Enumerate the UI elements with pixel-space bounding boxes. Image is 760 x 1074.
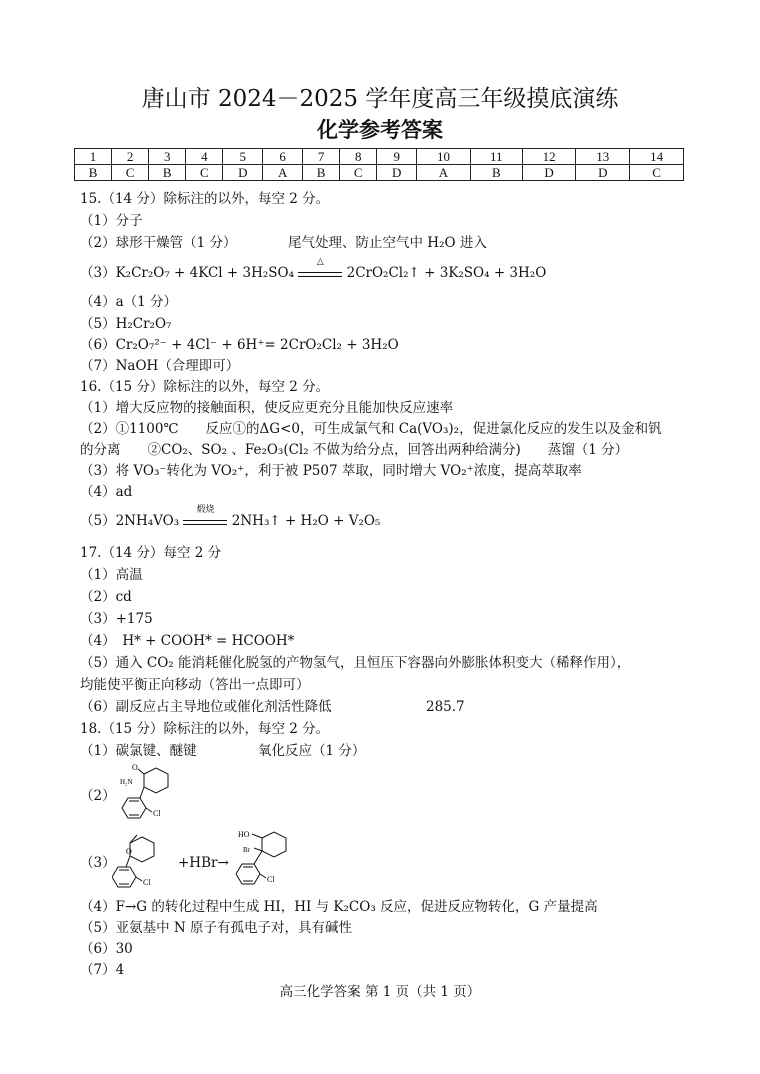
q17-answer-2: （2）cd — [80, 589, 132, 605]
q18-answer-4: （4）F→G 的转化过程中生成 HI，HI 与 K₂CO₃ 反应，促进反应物转化，G 产量提高 — [80, 899, 598, 915]
question-number-cell: 8 — [340, 149, 377, 165]
page-footer: 高三化学答案 第 1 页（共 1 页） — [279, 984, 481, 1000]
answer-letter-cell: D — [377, 165, 417, 181]
question-number-cell: 9 — [377, 149, 417, 165]
hydroxyl-label: HO — [238, 830, 250, 839]
q17-header: 17.（14 分）每空 2 分 — [80, 545, 222, 561]
q17-answer-4: （4） H* + COOH* = HCOOH* — [80, 633, 295, 649]
question-number-cell: 6 — [263, 149, 303, 165]
answer-letter-cell: C — [186, 165, 223, 181]
answer-table — [74, 148, 684, 181]
q16-answer-2b: 的分离 ②CO₂、SO₂ 、Fe₂O₃(Cl₂ 不做为给分点，回答出两种给满分) 蒸馏（1 分） — [80, 442, 629, 458]
answer-letter-cell: C — [340, 165, 377, 181]
question-number-cell: 14 — [630, 149, 684, 165]
question-number-cell: 10 — [417, 149, 471, 165]
calcination-condition-arrow — [183, 504, 227, 529]
answer-letter-cell: C — [112, 165, 149, 181]
q16-answer-5 — [80, 504, 381, 530]
q18-header: 18.（15 分）除标注的以外，每空 2 分。 — [80, 721, 330, 737]
answer-letter-cell: A — [417, 165, 471, 181]
q15-answer-5: （5）H₂Cr₂O₇ — [80, 316, 172, 332]
question-number-cell: 13 — [576, 149, 630, 165]
q17-answer-1: （1）高温 — [80, 567, 143, 583]
q18-answer-3-label: （3） — [80, 855, 116, 871]
heating-condition-arrow — [298, 256, 342, 281]
question-number-cell: 12 — [522, 149, 576, 165]
q18-answer-7: （7）4 — [80, 962, 125, 978]
ketamine-structure — [112, 762, 202, 824]
q15-answer-1: （1）分子 — [80, 213, 143, 229]
q18-answer-6: （6）30 — [80, 941, 133, 957]
q17-answer-6a: （6）副反应占主导地位或催化剂活性降低 — [80, 699, 332, 715]
heat-symbol: △ — [316, 256, 324, 267]
bromohydrin-structure — [226, 828, 306, 890]
q15-answer-7: （7）NaOH（合理即可） — [80, 358, 240, 374]
answer-letter-cell: C — [630, 165, 684, 181]
q18-answer-2-label: （2） — [80, 788, 116, 804]
q15-answer-4: （4）a（1 分） — [80, 294, 178, 310]
q17-answer-6b: 285.7 — [426, 699, 465, 715]
question-number-cell: 3 — [149, 149, 186, 165]
answer-letter-row — [75, 165, 684, 181]
equation-right: 2CrO₂Cl₂↑ + 3K₂SO₄ + 3H₂O — [346, 265, 547, 281]
answer-number-row — [75, 149, 684, 165]
q16-answer-4: （4）ad — [80, 484, 133, 500]
answer-letter-cell: D — [522, 165, 576, 181]
q17-answer-3: （3）+175 — [80, 611, 153, 627]
answer-letter-cell: B — [470, 165, 522, 181]
amino-group-label: H₂N — [120, 778, 133, 786]
q15-answer-2a: （2）球形干燥管（1 分） — [80, 235, 237, 251]
question-number-cell: 2 — [112, 149, 149, 165]
q18-answer-5: （5）亚氨基中 N 原子有孤电子对，具有碱性 — [80, 920, 352, 936]
epoxide-oxygen-label: O — [126, 847, 132, 856]
chlorine-atom-label: Cl — [143, 878, 151, 887]
q15-header: 15.（14 分）除标注的以外，每空 2 分。 — [80, 191, 330, 207]
answer-letter-cell: B — [303, 165, 340, 181]
chlorine-atom-label: Cl — [267, 875, 275, 884]
q15-answer-2b: 尾气处理、防止空气中 H₂O 进入 — [288, 235, 487, 251]
equation-right: 2NH₃↑ + H₂O + V₂O₅ — [231, 513, 381, 529]
q17-answer-5a: （5）通入 CO₂ 能消耗催化脱氢的产物氢气，且恒压下容器向外膨胀体积变大（稀释作用）， — [80, 655, 631, 671]
epoxide-structure — [112, 833, 182, 891]
q18-answer-1b: 氧化反应（1 分） — [258, 743, 366, 759]
calcination-label: 煅烧 — [196, 504, 215, 515]
answer-letter-cell: A — [263, 165, 303, 181]
page-subtitle: 化学参考答案 — [317, 117, 443, 142]
chlorine-atom-label: Cl — [153, 809, 161, 818]
oxygen-atom-label: O — [132, 763, 138, 772]
answer-letter-cell: B — [149, 165, 186, 181]
answer-letter-cell: D — [223, 165, 263, 181]
q17-answer-5b: 均能使平衡正向移动（答出一点即可） — [80, 677, 310, 693]
question-number-cell: 5 — [223, 149, 263, 165]
page-title: 唐山市 2024－2025 学年度高三年级摸底演练 — [141, 86, 619, 112]
equation-left: （3）K₂Cr₂O₇ + 4KCl + 3H₂SO₄ — [80, 265, 295, 281]
question-number-cell: 11 — [470, 149, 522, 165]
q15-answer-6: （6）Cr₂O₇²⁻ + 4Cl⁻ + 6H⁺= 2CrO₂Cl₂ + 3H₂O — [80, 337, 399, 353]
answer-letter-cell: D — [576, 165, 630, 181]
question-number-cell: 7 — [303, 149, 340, 165]
question-number-cell: 1 — [75, 149, 112, 165]
question-number-cell: 4 — [186, 149, 223, 165]
bromine-atom-label: Br — [243, 846, 250, 854]
q18-answer-1a: （1）碳氯键、醚键 — [80, 743, 197, 759]
q16-answer-1: （1）增大反应物的接触面积，使反应更充分且能加快反应速率 — [80, 400, 454, 416]
reaction-plus-hbr: +HBr→ — [178, 855, 229, 871]
equation-left: （5）2NH₄VO₃ — [80, 513, 180, 529]
q16-header: 16.（15 分）除标注的以外，每空 2 分。 — [80, 379, 330, 395]
q16-answer-3: （3）将 VO₃⁻转化为 VO₂⁺，利于被 P507 萃取，同时增大 VO₂⁺浓度，提高萃取率 — [80, 463, 582, 479]
q16-answer-2a: （2）①1100℃ 反应①的ΔG<0，可生成氯气和 Ca(VO₃)₂，促进氯化反应的发生以及金和钒 — [80, 421, 662, 437]
q15-answer-3 — [80, 256, 547, 282]
answer-letter-cell: B — [75, 165, 112, 181]
